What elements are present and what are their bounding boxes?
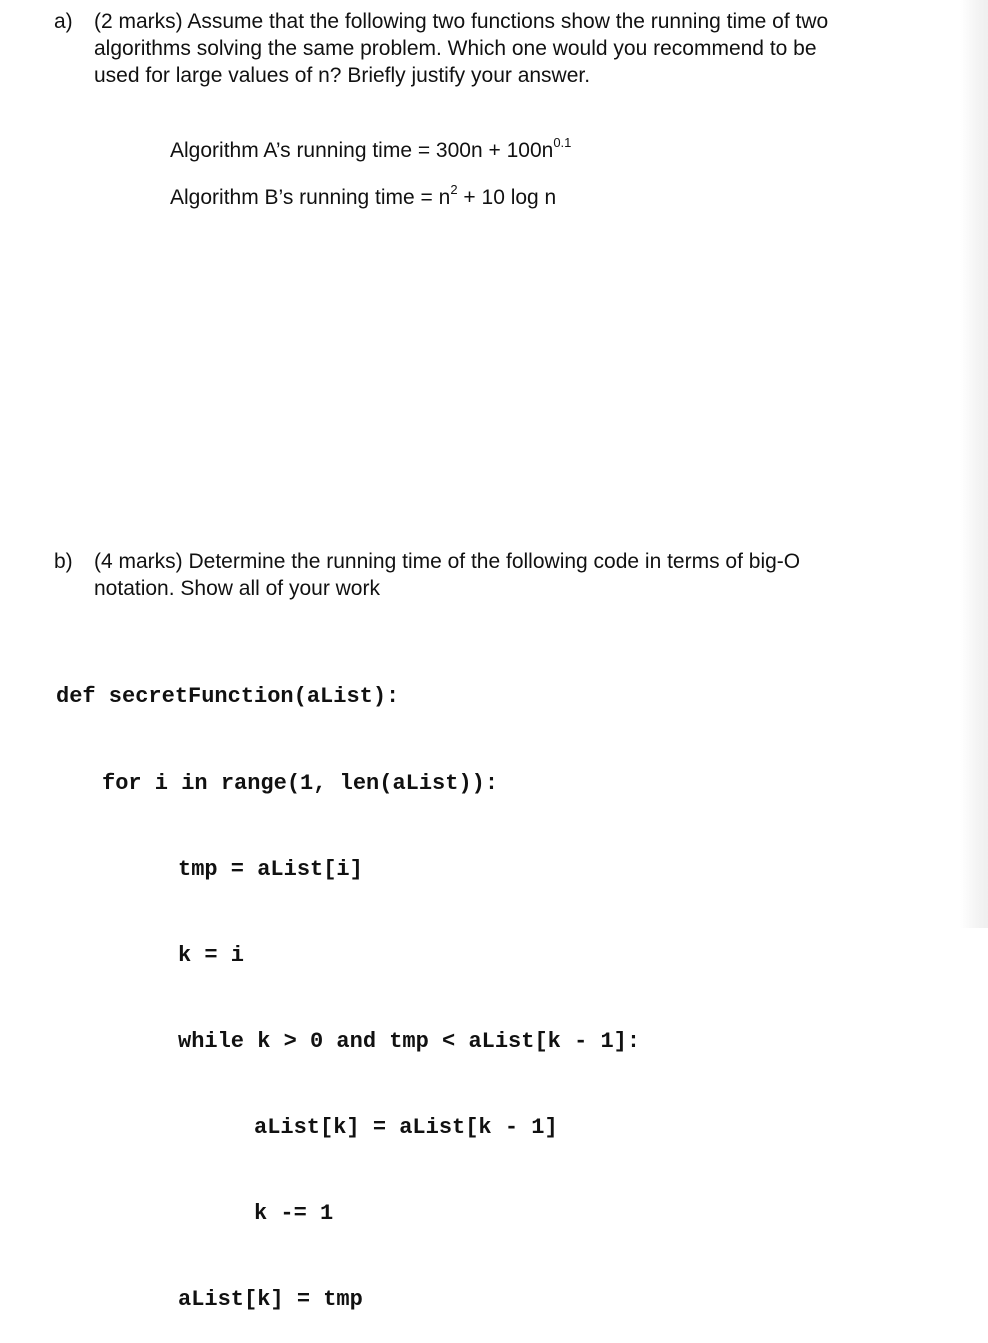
question-b [54, 548, 914, 602]
question-a-line-1: (2 marks) Assume that the following two functions show the running time of two [94, 10, 829, 33]
code-block [56, 626, 640, 1343]
algorithm-b-exponent: 2 [450, 182, 458, 197]
algorithm-a-exponent: 0.1 [553, 135, 572, 150]
code-line-tmp: tmp = aList[i] [178, 856, 363, 882]
algorithm-b-formula-text: Algorithm B’s running time = n [170, 186, 451, 209]
question-b-label: b) [54, 550, 73, 573]
algorithm-b-formula-suffix: + 10 log n [457, 186, 557, 209]
algorithm-a-formula [170, 135, 572, 164]
code-line-decrement: k -= 1 [254, 1200, 334, 1226]
code-line-while: while k > 0 and tmp < aList[k - 1]: [178, 1028, 641, 1054]
question-a [54, 8, 914, 89]
question-b-text [94, 548, 914, 602]
algorithm-b-formula [170, 182, 557, 211]
code-line-insert: aList[k] = tmp [178, 1287, 363, 1313]
question-b-line-1: (4 marks) Determine the running time of the following code in terms of big-O [94, 550, 801, 573]
code-line-shift: aList[k] = aList[k - 1] [254, 1114, 558, 1140]
code-line-def: def secretFunction(aList): [56, 684, 400, 710]
code-line-for: for i in range(1, len(aList)): [102, 770, 499, 796]
algorithm-a-formula-text: Algorithm A’s running time = 300n + 100n [170, 139, 554, 162]
question-a-label: a) [54, 10, 73, 33]
question-a-line-2: algorithms solving the same problem. Which one would you recommend to be [94, 37, 817, 60]
question-b-line-2: notation. Show all of your work [94, 577, 380, 600]
question-a-line-3: used for large values of n? Briefly justify your answer. [94, 64, 591, 87]
question-a-text [94, 8, 914, 89]
code-line-k-assign: k = i [178, 942, 245, 968]
page-edge-shadow [960, 0, 988, 928]
